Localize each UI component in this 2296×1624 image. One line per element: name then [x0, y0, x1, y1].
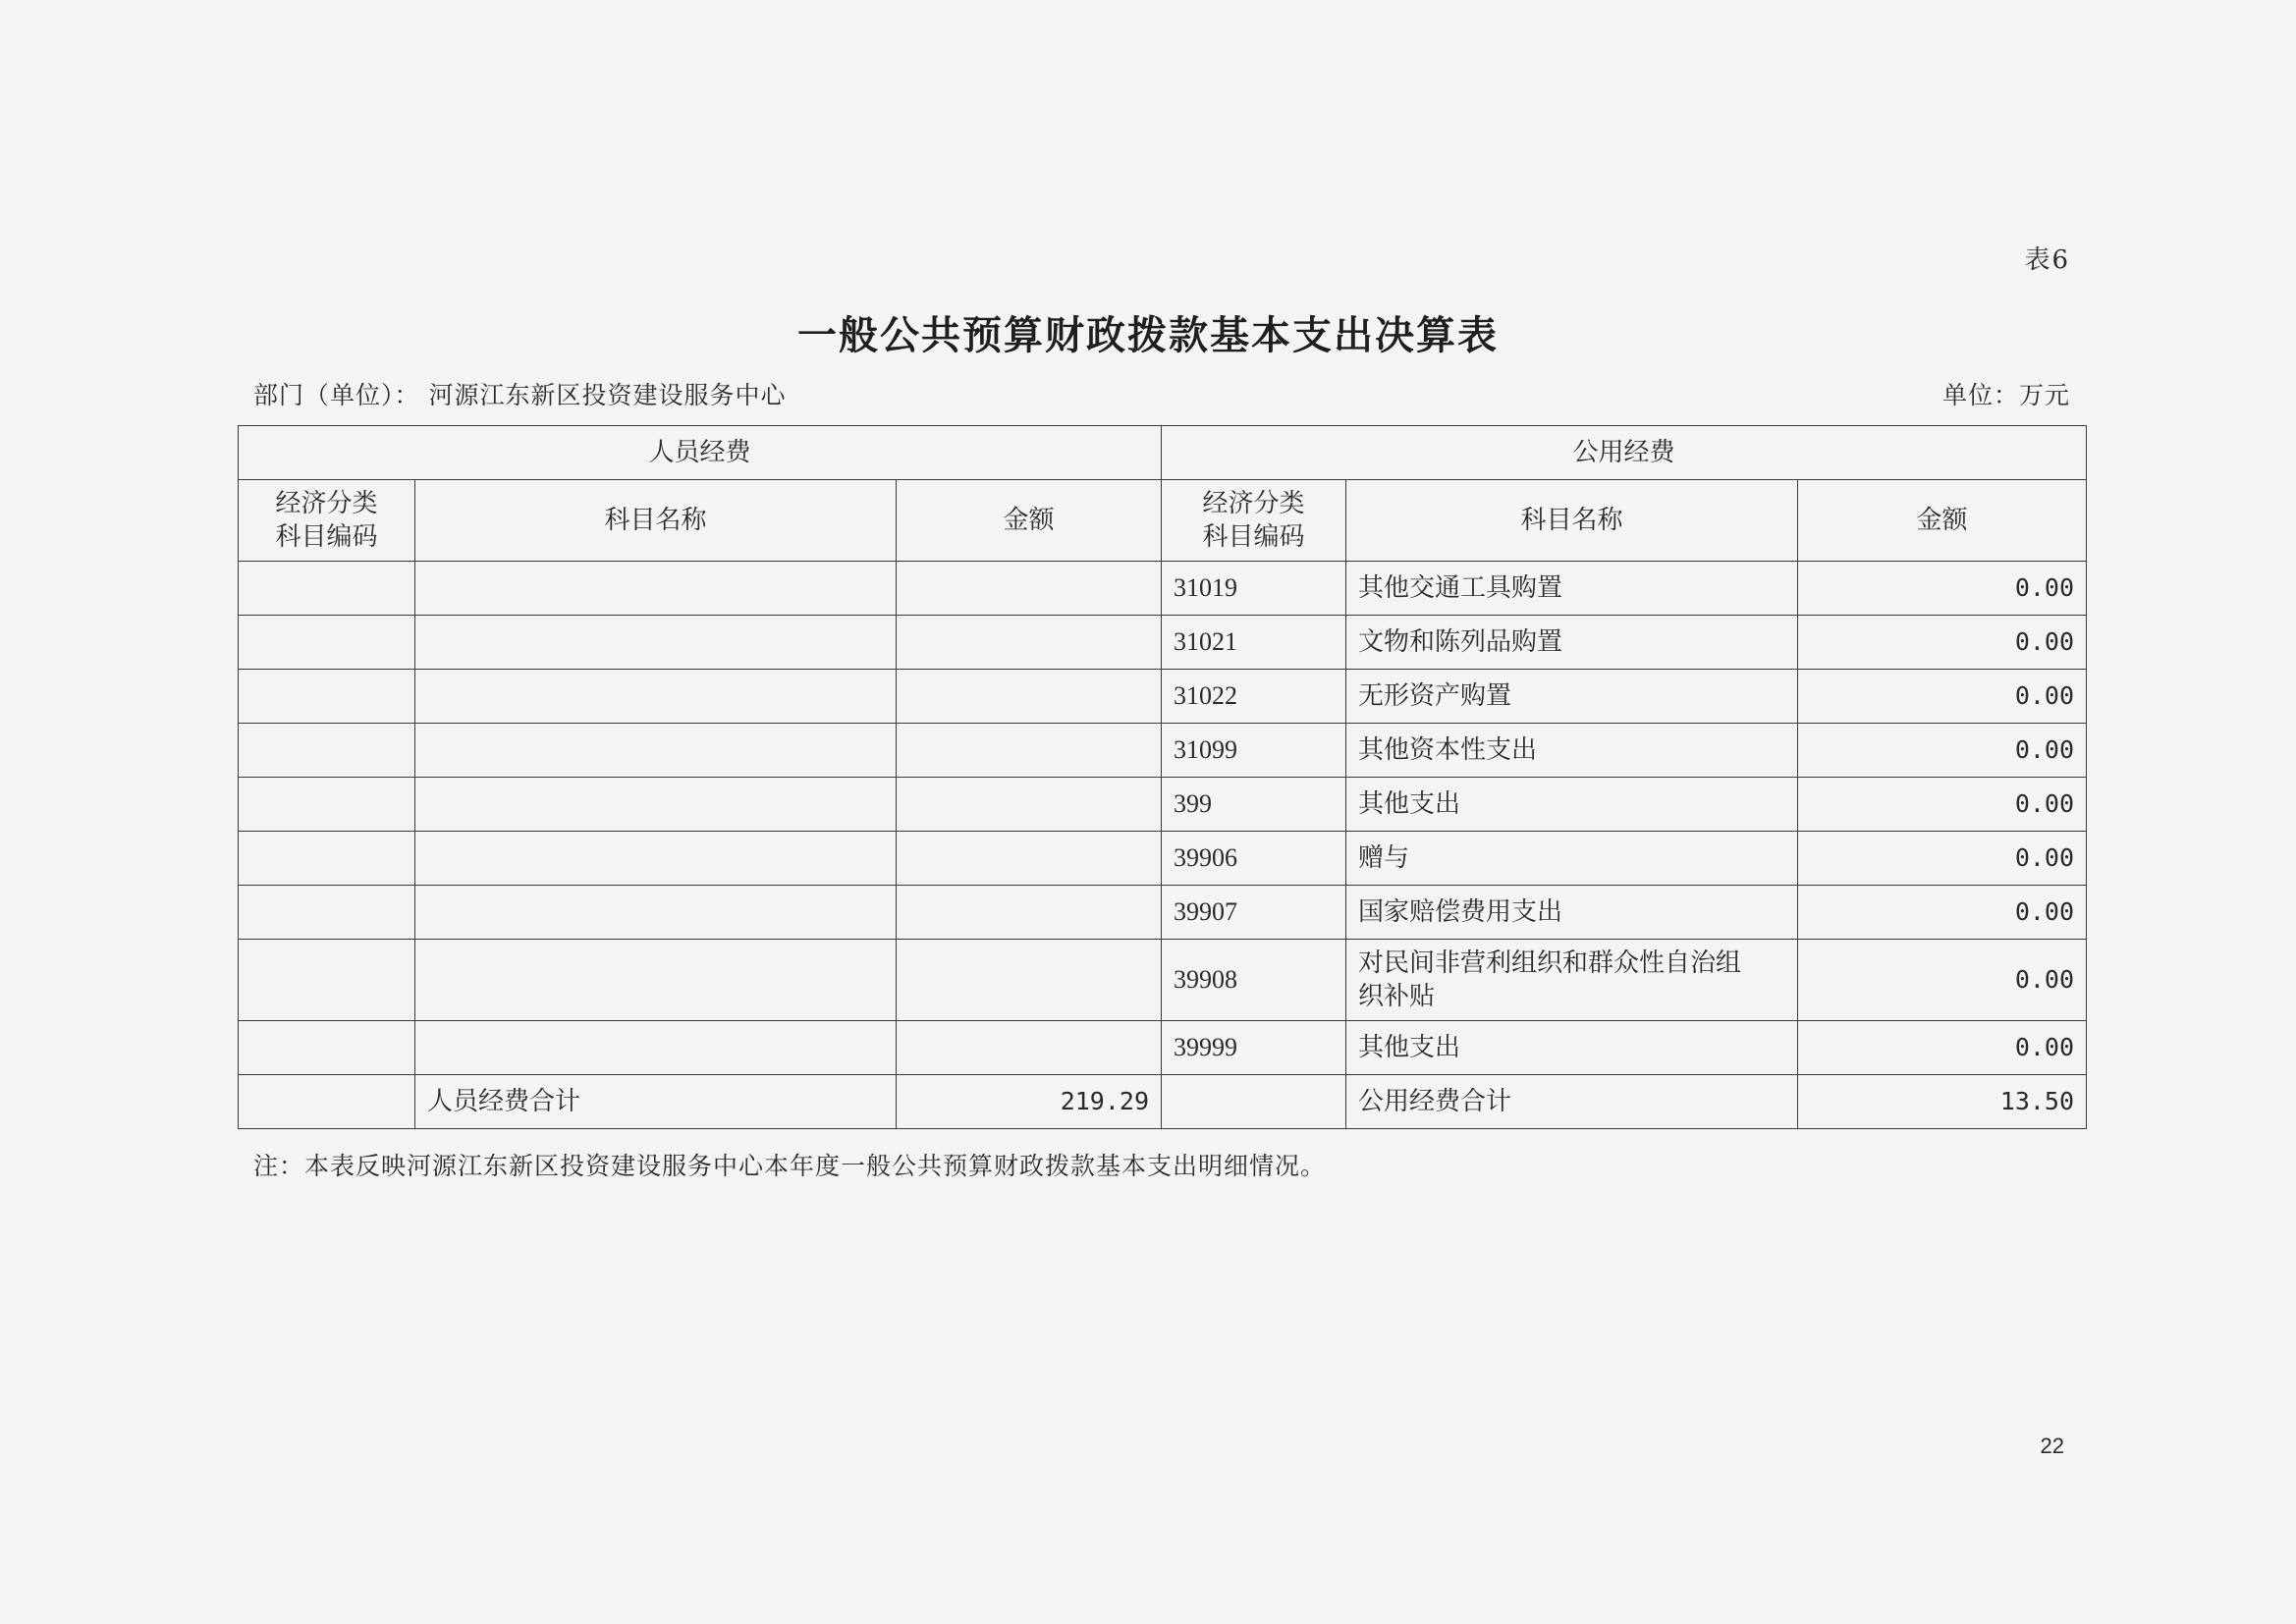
table-row [239, 562, 2087, 616]
personnel-code-header [239, 480, 415, 562]
personnel-name-header: 科目名称 [415, 480, 897, 562]
row-name-line2: 织补贴 [1358, 982, 1436, 1011]
row-amount: 0.00 [1798, 940, 2087, 1021]
code-header-line2: 科目编码 [275, 522, 378, 552]
public-amount-header: 金额 [1798, 480, 2087, 562]
row-amount: 0.00 [1798, 832, 2087, 886]
row-name [1346, 940, 1798, 1021]
row-name: 国家赔偿费用支出 [1346, 886, 1798, 940]
table-row [239, 616, 2087, 670]
public-total-label: 公用经费合计 [1346, 1075, 1798, 1129]
column-header-row [239, 480, 2087, 562]
row-code: 39908 [1162, 940, 1346, 1021]
row-code: 39999 [1162, 1021, 1346, 1075]
table-row [239, 1021, 2087, 1075]
row-amount: 0.00 [1798, 616, 2087, 670]
page-title: 一般公共预算财政拨款基本支出决算表 [797, 312, 1499, 358]
row-name: 无形资产购置 [1346, 670, 1798, 724]
code-header-line1: 经济分类 [275, 489, 378, 518]
table-note: 注：本表反映河源江东新区投资建设服务中心本年度一般公共预算财政拨款基本支出明细情况。 [253, 1152, 1327, 1180]
public-name-header: 科目名称 [1346, 480, 1798, 562]
row-name: 文物和陈列品购置 [1346, 616, 1798, 670]
row-name: 其他资本性支出 [1346, 724, 1798, 778]
table-row [239, 832, 2087, 886]
table-row [239, 886, 2087, 940]
row-code: 39906 [1162, 832, 1346, 886]
code-header-line1: 经济分类 [1202, 489, 1305, 518]
expenditure-table [238, 425, 2087, 1129]
row-amount: 0.00 [1798, 886, 2087, 940]
table-number: 表6 [2024, 245, 2070, 275]
row-name: 其他交通工具购置 [1346, 562, 1798, 616]
department-label: 部门（单位）： 河源江东新区投资建设服务中心 [253, 381, 787, 409]
row-name: 其他支出 [1346, 1021, 1798, 1075]
table-row [239, 778, 2087, 832]
personnel-amount-header: 金额 [897, 480, 1162, 562]
table-row [239, 670, 2087, 724]
table-row [239, 940, 2087, 1021]
unit-label: 单位：万元 [1941, 381, 2070, 409]
personnel-total-amount: 219.29 [897, 1075, 1162, 1129]
row-code: 31022 [1162, 670, 1346, 724]
code-header-line2: 科目编码 [1202, 522, 1305, 552]
table-row [239, 724, 2087, 778]
row-code: 31021 [1162, 616, 1346, 670]
personnel-total-label: 人员经费合计 [415, 1075, 897, 1129]
row-name: 赠与 [1346, 832, 1798, 886]
row-amount: 0.00 [1798, 778, 2087, 832]
row-amount: 0.00 [1798, 562, 2087, 616]
row-amount: 0.00 [1798, 724, 2087, 778]
row-code: 31019 [1162, 562, 1346, 616]
public-total-amount: 13.50 [1798, 1075, 2087, 1129]
public-group-header: 公用经费 [1162, 426, 2087, 480]
totals-row [239, 1075, 2087, 1129]
row-code: 399 [1162, 778, 1346, 832]
row-code: 31099 [1162, 724, 1346, 778]
page-number: 22 [2040, 1434, 2064, 1458]
row-name: 其他支出 [1346, 778, 1798, 832]
group-header-row [239, 426, 2087, 480]
public-code-header [1162, 480, 1346, 562]
row-amount: 0.00 [1798, 670, 2087, 724]
row-amount: 0.00 [1798, 1021, 2087, 1075]
personnel-group-header: 人员经费 [239, 426, 1162, 480]
row-code: 39907 [1162, 886, 1346, 940]
row-name-line1: 对民间非营利组织和群众性自治组 [1358, 948, 1742, 978]
